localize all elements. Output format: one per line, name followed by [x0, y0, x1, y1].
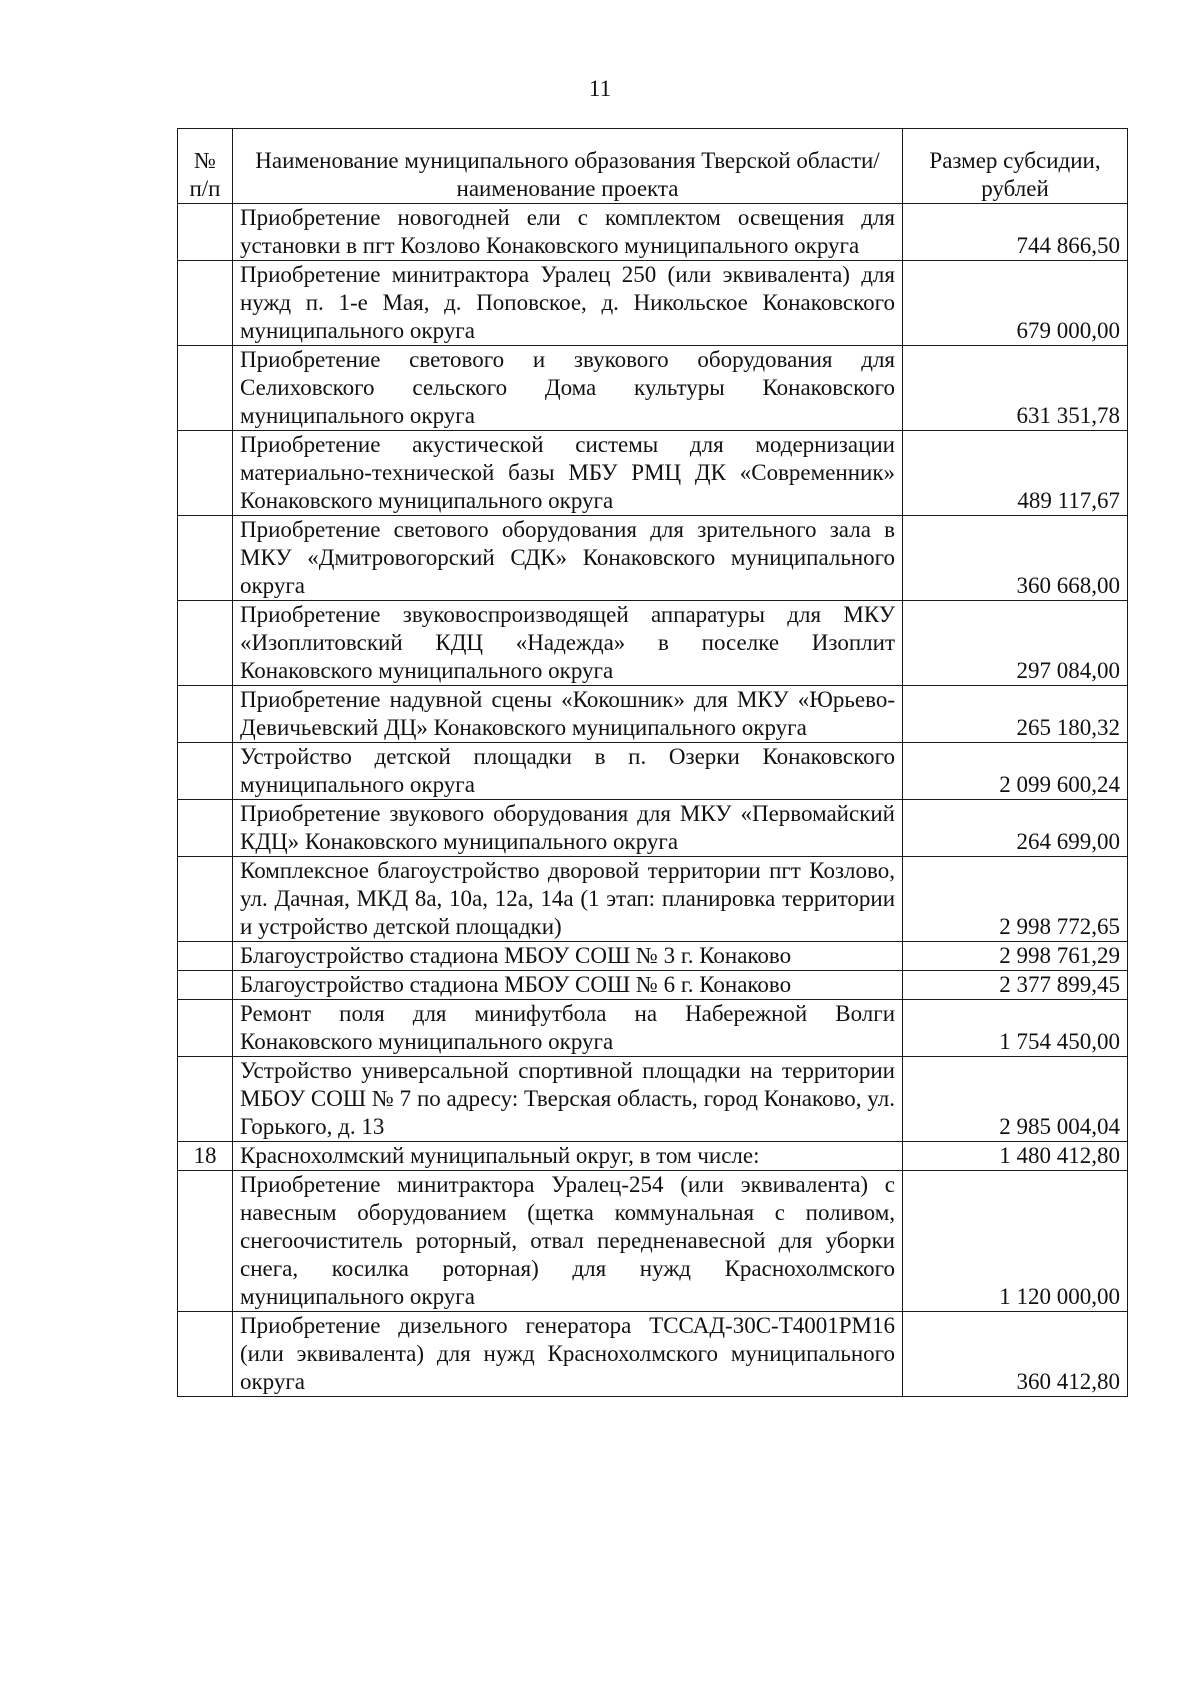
row-amount: 679 000,00	[903, 261, 1128, 346]
row-number	[178, 346, 233, 431]
table-row	[178, 1000, 1128, 1057]
table-row	[178, 686, 1128, 743]
table-row	[178, 1312, 1128, 1397]
row-number	[178, 743, 233, 800]
page-number: 11	[588, 76, 612, 101]
row-number	[178, 431, 233, 516]
table-row	[178, 601, 1128, 686]
row-amount: 1 480 412,80	[903, 1142, 1128, 1171]
row-number	[178, 261, 233, 346]
subsidy-table	[177, 128, 1128, 1397]
row-amount: 744 866,50	[903, 204, 1128, 261]
table-row	[178, 261, 1128, 346]
table-row	[178, 857, 1128, 942]
row-number	[178, 516, 233, 601]
row-name: Приобретение светового и звукового оборудования для Селиховского сельского Дома культуры Конаковского муниципального округа	[233, 346, 903, 431]
row-name: Приобретение надувной сцены «Кокошник» для МКУ «Юрьево-Девичьевский ДЦ» Конаковского муниципального округа	[233, 686, 903, 743]
table-header-row	[178, 129, 1128, 204]
table-row	[178, 743, 1128, 800]
row-name: Приобретение минитрактора Уралец 250 (или эквивалента) для нужд п. 1-е Мая, д. Поповское, д. Никольское Конаковского муниципального округа	[233, 261, 903, 346]
row-name: Приобретение светового оборудования для зрительного зала в МКУ «Дмитровогорский СДК» Конаковского муниципального округа	[233, 516, 903, 601]
table-row	[178, 1171, 1128, 1312]
row-amount: 2 099 600,24	[903, 743, 1128, 800]
table-row	[178, 1057, 1128, 1142]
row-name: Ремонт поля для минифутбола на Набережной Волги Конаковского муниципального округа	[233, 1000, 903, 1057]
row-name: Приобретение акустической системы для модернизации материально-технической базы МБУ РМЦ ДК «Современник» Конаковского муниципального округа	[233, 431, 903, 516]
row-amount: 297 084,00	[903, 601, 1128, 686]
row-amount: 2 998 772,65	[903, 857, 1128, 942]
row-name: Краснохолмский муниципальный округ, в том числе:	[233, 1142, 903, 1171]
row-number	[178, 204, 233, 261]
row-amount: 360 412,80	[903, 1312, 1128, 1397]
row-amount: 2 377 899,45	[903, 971, 1128, 1000]
table-row	[178, 942, 1128, 971]
row-number	[178, 1057, 233, 1142]
header-number: № п/п	[178, 129, 233, 204]
row-name: Приобретение звуковоспроизводящей аппаратуры для МКУ «Изоплитовский КДЦ «Надежда» в поселке Изоплит Конаковского муниципального округа	[233, 601, 903, 686]
row-name: Приобретение новогодней ели с комплектом освещения для установки в пгт Козлово Конаковского муниципального округа	[233, 204, 903, 261]
row-number	[178, 1000, 233, 1057]
row-amount: 631 351,78	[903, 346, 1128, 431]
table-row	[178, 800, 1128, 857]
row-number	[178, 1312, 233, 1397]
row-number	[178, 601, 233, 686]
row-name: Устройство универсальной спортивной площадки на территории МБОУ СОШ № 7 по адресу: Тверская область, город Конаково, ул. Горького, д. 13	[233, 1057, 903, 1142]
row-amount: 1 754 450,00	[903, 1000, 1128, 1057]
row-number	[178, 686, 233, 743]
header-amount: Размер субсидии, рублей	[903, 129, 1128, 204]
row-amount: 360 668,00	[903, 516, 1128, 601]
row-amount: 264 699,00	[903, 800, 1128, 857]
row-amount: 2 985 004,04	[903, 1057, 1128, 1142]
row-number	[178, 800, 233, 857]
header-name: Наименование муниципального образования Тверской области/наименование проекта	[233, 129, 903, 204]
row-name: Благоустройство стадиона МБОУ СОШ № 6 г. Конаково	[233, 971, 903, 1000]
row-number: 18	[178, 1142, 233, 1171]
row-name: Приобретение дизельного генератора ТССАД-30С-Т4001РМ16 (или эквивалента) для нужд Краснохолмского муниципального округа	[233, 1312, 903, 1397]
table-row	[178, 971, 1128, 1000]
row-number	[178, 857, 233, 942]
row-name: Благоустройство стадиона МБОУ СОШ № 3 г. Конаково	[233, 942, 903, 971]
row-name: Приобретение минитрактора Уралец-254 (или эквивалента) с навесным оборудованием (щетка коммунальная с поливом, снегоочиститель роторный, отвал передненавесной для уборки снега, косилка роторная) для нужд Краснохолмского муниципального округа	[233, 1171, 903, 1312]
row-number	[178, 971, 233, 1000]
row-amount: 265 180,32	[903, 686, 1128, 743]
table-row	[178, 516, 1128, 601]
table-row	[178, 431, 1128, 516]
row-number	[178, 1171, 233, 1312]
row-name: Устройство детской площадки в п. Озерки Конаковского муниципального округа	[233, 743, 903, 800]
table-row	[178, 1142, 1128, 1171]
table-row	[178, 204, 1128, 261]
row-number	[178, 942, 233, 971]
row-name: Комплексное благоустройство дворовой территории пгт Козлово, ул. Дачная, МКД 8а, 10а, 12а, 14а (1 этап: планировка территории и устройство детской площадки)	[233, 857, 903, 942]
row-amount: 489 117,67	[903, 431, 1128, 516]
table-row	[178, 346, 1128, 431]
row-name: Приобретение звукового оборудования для МКУ «Первомайский КДЦ» Конаковского муниципального округа	[233, 800, 903, 857]
row-amount: 2 998 761,29	[903, 942, 1128, 971]
row-amount: 1 120 000,00	[903, 1171, 1128, 1312]
